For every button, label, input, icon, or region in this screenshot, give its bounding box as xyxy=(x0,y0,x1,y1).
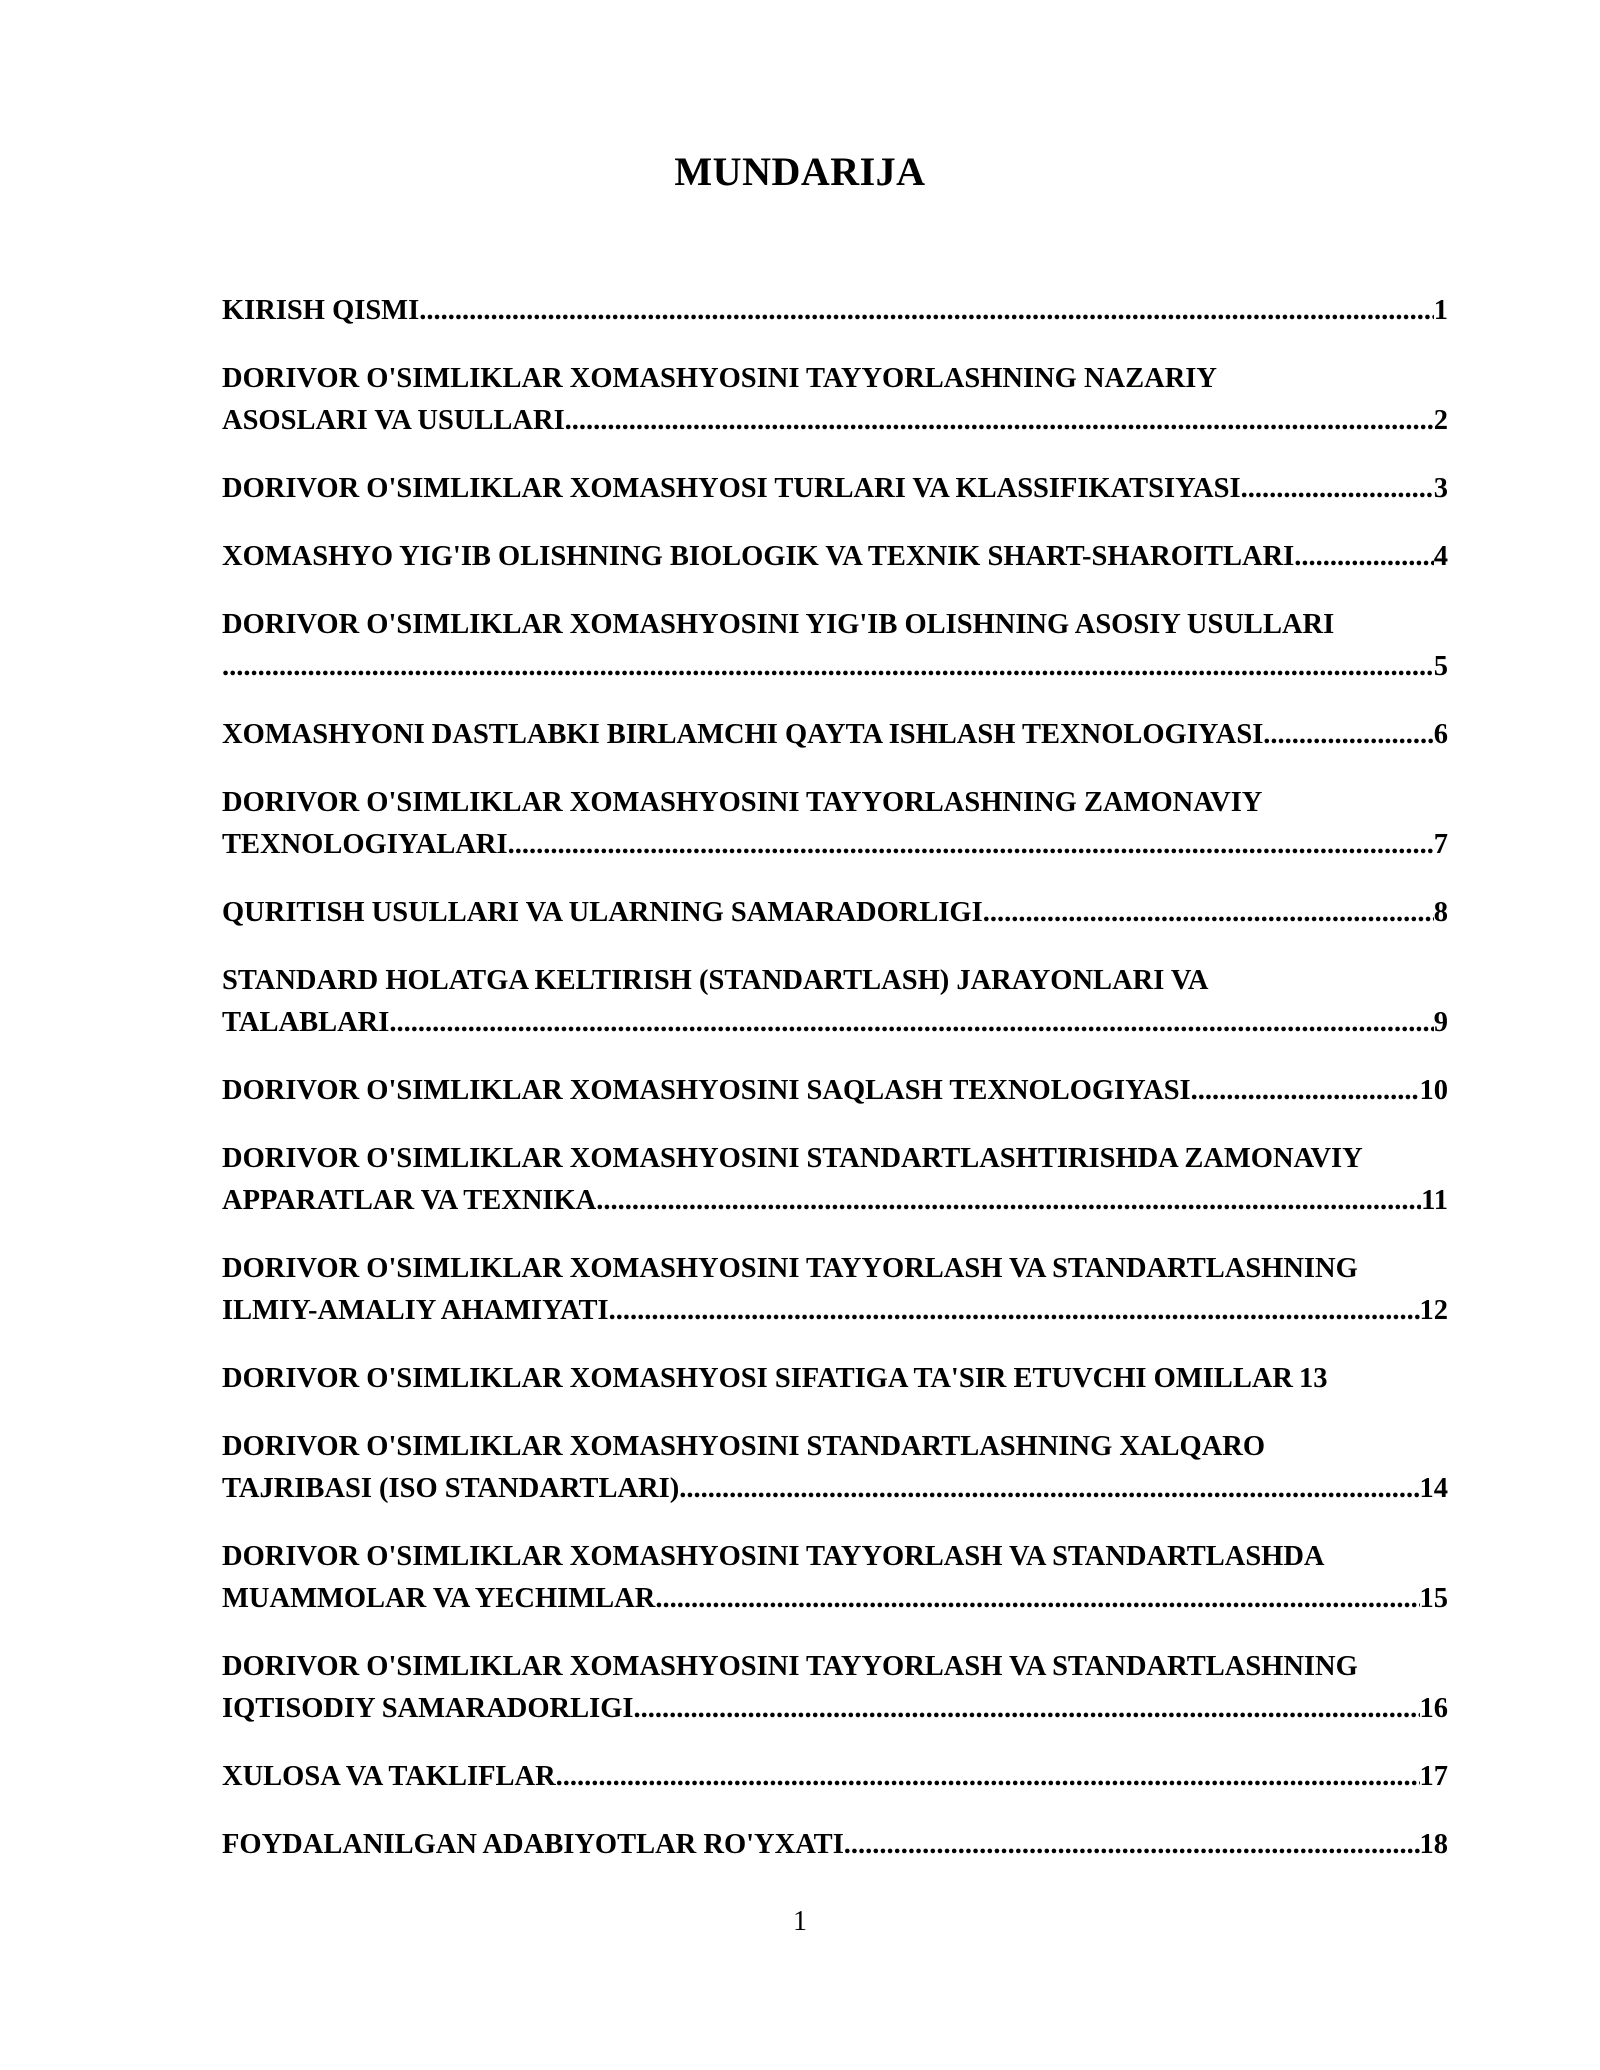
dot-leader xyxy=(419,290,1434,332)
toc-entry-title-line: DORIVOR O'SIMLIKLAR XOMASHYOSINI TAYYORLASH VA STANDARTLASHDA xyxy=(222,1541,1325,1572)
toc-page-number: 16 xyxy=(1419,1693,1448,1724)
toc-entry-title-line: STANDARD HOLATGA KELTIRISH (STANDARTLASH) JARAYONLARI VA xyxy=(222,965,1209,996)
toc-entry-leader-line xyxy=(222,1290,1448,1332)
toc-entry[interactable] xyxy=(222,782,1480,866)
toc-entry-leader-line xyxy=(222,646,1448,688)
toc-entry-title: FOYDALANILGAN ADABIYOTLAR RO'YXATI xyxy=(222,1829,844,1860)
toc-entry[interactable] xyxy=(222,1536,1480,1620)
toc-entry-title-line: DORIVOR O'SIMLIKLAR XOMASHYOSINI TAYYORLASH VA STANDARTLASHNING xyxy=(222,1253,1358,1284)
dot-leader xyxy=(983,892,1434,934)
toc-page-number: 13 xyxy=(1299,1363,1328,1394)
toc-page-number: 15 xyxy=(1419,1583,1448,1614)
toc-entry-title: ASOSLARI VA USULLARI xyxy=(222,405,565,436)
toc-entry-leader-line xyxy=(222,892,1448,934)
toc-entry-title: XOMASHYO YIG'IB OLISHNING BIOLOGIK VA TEXNIK SHART-SHAROITLARI. xyxy=(222,541,1302,572)
toc-entry-title: KIRISH QISMI xyxy=(222,295,420,326)
toc-entry-title: DORIVOR O'SIMLIKLAR XOMASHYOSI SIFATIGA TA'SIR ETUVCHI OMILLAR xyxy=(222,1363,1293,1394)
toc-entry-leader-line xyxy=(222,1578,1448,1620)
toc-page-number: 5 xyxy=(1433,651,1448,682)
toc-entry[interactable] xyxy=(222,1824,1480,1866)
toc-entry-title: ILMIY-AMALIY AHAMIYATI xyxy=(222,1295,609,1326)
toc-entry-title-line: DORIVOR O'SIMLIKLAR XOMASHYOSINI STANDARTLASHNING XALQARO xyxy=(222,1431,1266,1462)
dot-leader xyxy=(556,1756,1420,1798)
toc-entry[interactable] xyxy=(222,1358,1480,1400)
dot-leader xyxy=(633,1688,1419,1730)
dot-leader xyxy=(1191,1070,1420,1112)
toc-page-number: 12 xyxy=(1419,1295,1448,1326)
toc-entry[interactable] xyxy=(222,1756,1480,1798)
toc-entry-leader-line xyxy=(222,1002,1448,1044)
toc-page-number: 4 xyxy=(1433,541,1448,572)
toc-page-number: 6 xyxy=(1433,719,1448,750)
toc-entry-leader-line xyxy=(222,1688,1448,1730)
toc-entry-title: TALABLARI xyxy=(222,1007,390,1038)
dot-leader xyxy=(508,824,1434,866)
dot-leader xyxy=(679,1468,1419,1510)
toc-entry-title: QURITISH USULLARI VA ULARNING SAMARADORLIGI xyxy=(222,897,983,928)
dot-leader xyxy=(1241,468,1434,510)
toc-entry-leader-line xyxy=(222,536,1448,578)
toc-entry-leader-line xyxy=(222,824,1448,866)
toc-entry[interactable] xyxy=(222,1070,1480,1112)
toc-entry[interactable] xyxy=(222,604,1480,688)
toc-entry[interactable] xyxy=(222,290,1480,332)
dot-leader xyxy=(1301,536,1433,578)
toc-entry[interactable] xyxy=(222,358,1480,442)
toc-entry[interactable] xyxy=(222,1138,1480,1222)
toc-entry-title: XULOSA VA TAKLIFLAR xyxy=(222,1761,556,1792)
page-title: MUNDARIJA xyxy=(674,149,926,194)
toc-entry-title-line: DORIVOR O'SIMLIKLAR XOMASHYOSINI STANDARTLASHTIRISHDA ZAMONAVIY xyxy=(222,1143,1363,1174)
toc-entry-leader-line xyxy=(222,290,1448,332)
toc-entry-leader-line xyxy=(222,468,1448,510)
page-number: 1 xyxy=(793,1906,807,1937)
toc-entry-leader-line xyxy=(222,714,1448,756)
toc-entry[interactable] xyxy=(222,892,1480,934)
toc-entry[interactable] xyxy=(222,714,1480,756)
toc-page-number: 11 xyxy=(1421,1185,1448,1216)
toc-entry[interactable] xyxy=(222,1248,1480,1332)
toc-entry-title-line: DORIVOR O'SIMLIKLAR XOMASHYOSINI TAYYORLASH VA STANDARTLASHNING xyxy=(222,1651,1358,1682)
toc-entry-title: XOMASHYONI DASTLABKI BIRLAMCHI QAYTA ISHLASH TEXNOLOGIYASI xyxy=(222,719,1264,750)
dot-leader xyxy=(655,1578,1419,1620)
toc-entry-leader-line xyxy=(222,1824,1448,1866)
dot-leader xyxy=(222,646,1434,688)
toc-entry-leader-line xyxy=(222,1468,1448,1510)
toc-entry-title: APPARATLAR VA TEXNIKA xyxy=(222,1185,597,1216)
toc-page-number: 10 xyxy=(1419,1075,1448,1106)
toc-page-number: 3 xyxy=(1433,473,1448,504)
toc-page-number: 7 xyxy=(1433,829,1448,860)
dot-leader xyxy=(596,1180,1421,1222)
toc-page-number: 8 xyxy=(1433,897,1448,928)
toc-entry-leader-line xyxy=(222,1070,1448,1112)
dot-leader xyxy=(844,1824,1420,1866)
toc-entry-title: TEXNOLOGIYALARI xyxy=(222,829,508,860)
toc-entry[interactable] xyxy=(222,536,1480,578)
toc-page-number: 2 xyxy=(1433,405,1448,436)
toc-entry-title: MUAMMOLAR VA YECHIMLAR xyxy=(222,1583,656,1614)
toc-entry[interactable] xyxy=(222,468,1480,510)
toc-entry-title: IQTISODIY SAMARADORLIGI xyxy=(222,1693,634,1724)
toc-page-number: 18 xyxy=(1419,1829,1448,1860)
dot-leader xyxy=(389,1002,1433,1044)
toc-page-number: 14 xyxy=(1419,1473,1448,1504)
toc-entry-title-line: DORIVOR O'SIMLIKLAR XOMASHYOSINI YIG'IB OLISHNING ASOSIY USULLARI xyxy=(222,609,1335,640)
table-of-contents xyxy=(222,290,1480,1892)
toc-entry[interactable] xyxy=(222,960,1480,1044)
toc-entry-leader-line xyxy=(222,1756,1448,1798)
toc-entry-title: DORIVOR O'SIMLIKLAR XOMASHYOSINI SAQLASH TEXNOLOGIYASI xyxy=(222,1075,1191,1106)
dot-leader xyxy=(609,1290,1420,1332)
toc-entry[interactable] xyxy=(222,1646,1480,1730)
toc-entry-title: TAJRIBASI (ISO STANDARTLARI) xyxy=(222,1473,680,1504)
toc-entry-title: DORIVOR O'SIMLIKLAR XOMASHYOSI TURLARI VA KLASSIFIKATSIYASI xyxy=(222,473,1241,504)
toc-entry-leader-line xyxy=(222,1180,1448,1222)
toc-entry-leader-line xyxy=(222,1358,1480,1400)
toc-page-number: 1 xyxy=(1433,295,1448,326)
toc-page-number: 9 xyxy=(1433,1007,1448,1038)
dot-leader xyxy=(565,400,1434,442)
toc-entry[interactable] xyxy=(222,1426,1480,1510)
toc-entry-title-line: DORIVOR O'SIMLIKLAR XOMASHYOSINI TAYYORLASHNING ZAMONAVIY xyxy=(222,787,1263,818)
toc-page-number: 17 xyxy=(1419,1761,1448,1792)
toc-entry-leader-line xyxy=(222,400,1448,442)
toc-entry-title-line: DORIVOR O'SIMLIKLAR XOMASHYOSINI TAYYORLASHNING NAZARIY xyxy=(222,363,1217,394)
dot-leader xyxy=(1263,714,1433,756)
